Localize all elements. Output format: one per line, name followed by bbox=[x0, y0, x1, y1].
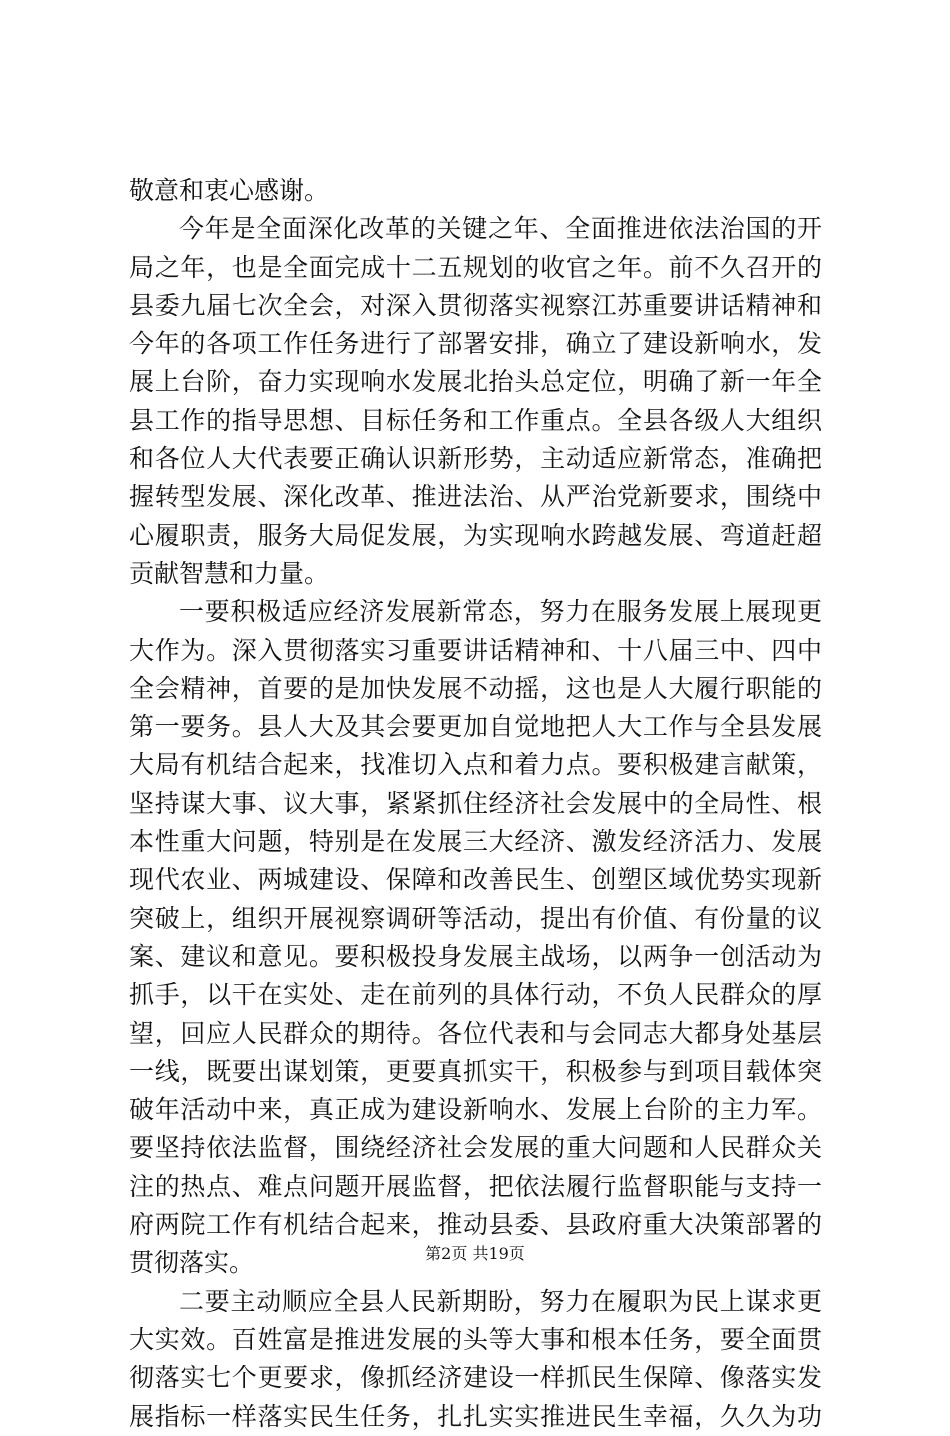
text-line: 现代农业、两城建设、保障和改善民生、创塑区域优势实现新 bbox=[129, 865, 822, 895]
text-line: 抓手，以干在实处、走在前列的具体行动，不负人民群众的厚 bbox=[129, 980, 822, 1010]
text-line: 今年的各项工作任务进行了部署安排，确立了建设新响水，发 bbox=[129, 329, 822, 359]
text-line: 局之年，也是全面完成十二五规划的收官之年。前不久召开的 bbox=[129, 252, 822, 282]
text-line: 要坚持依法监督，围绕经济社会发展的重大问题和人民群众关 bbox=[129, 1133, 822, 1163]
text-line: 本性重大问题，特别是在发展三大经济、激发经济活力、发展 bbox=[129, 827, 822, 857]
text-line: 府两院工作有机结合起来，推动县委、县政府重大决策部署的 bbox=[129, 1210, 822, 1240]
text-line: 今年是全面深化改革的关键之年、全面推进依法治国的开 bbox=[179, 214, 822, 244]
text-line: 二要主动顺应全县人民新期盼，努力在履职为民上谋求更 bbox=[179, 1286, 822, 1316]
text-line: 一要积极适应经济发展新常态，努力在服务发展上展现更 bbox=[179, 597, 822, 627]
text-line: 大局有机结合起来，找准切入点和着力点。要积极建言献策， bbox=[129, 750, 822, 780]
text-line: 一线，既要出谋划策，更要真抓实干，积极参与到项目载体突 bbox=[129, 1056, 822, 1086]
text-line: 展指标一样落实民生任务，扎扎实实推进民生幸福，久久为功 bbox=[129, 1401, 822, 1431]
text-line: 全会精神，首要的是加快发展不动摇，这也是人大履行职能的 bbox=[129, 673, 822, 703]
text-line: 第一要务。县人大及其会要更加自觉地把人大工作与全县发展 bbox=[129, 712, 822, 742]
text-line: 望，回应人民群众的期待。各位代表和与会同志大都身处基层 bbox=[129, 1018, 822, 1048]
text-line: 县委九届七次全会，对深入贯彻落实视察江苏重要讲话精神和 bbox=[129, 290, 822, 320]
text-line: 心履职责，服务大局促发展，为实现响水跨越发展、弯道赶超 bbox=[129, 520, 822, 550]
text-line: 贯彻落实。 bbox=[129, 1248, 255, 1278]
text-line: 县工作的指导思想、目标任务和工作重点。全县各级人大组织 bbox=[129, 405, 822, 435]
text-line: 和各位人大代表要正确认识新形势，主动适应新常态，准确把 bbox=[129, 444, 822, 474]
text-line: 贡献智慧和力量。 bbox=[129, 558, 330, 588]
text-line: 彻落实七个更要求，像抓经济建设一样抓民生保障、像落实发 bbox=[129, 1363, 822, 1393]
text-line: 突破上，组织开展视察调研等活动，提出有价值、有份量的议 bbox=[129, 903, 822, 933]
text-line: 大作为。深入贯彻落实习重要讲话精神和、十八届三中、四中 bbox=[129, 635, 822, 665]
text-line: 案、建议和意见。要积极投身发展主战场，以两争一创活动为 bbox=[129, 941, 822, 971]
text-line: 大实效。百姓富是推进发展的头等大事和根本任务，要全面贯 bbox=[129, 1324, 822, 1354]
text-line: 破年活动中来，真正成为建设新响水、发展上台阶的主力军。 bbox=[129, 1095, 822, 1125]
text-line: 展上台阶，奋力实现响水发展北抬头总定位，明确了新一年全 bbox=[129, 367, 822, 397]
text-line: 坚持谋大事、议大事，紧紧抓住经济社会发展中的全局性、根 bbox=[129, 788, 822, 818]
text-line: 敬意和衷心感谢。 bbox=[129, 176, 330, 205]
text-line: 握转型发展、深化改革、推进法治、从严治党新要求，围绕中 bbox=[129, 482, 822, 512]
page-footer: 第2页 共19页 bbox=[425, 1244, 525, 1263]
text-line: 注的热点、难点问题开展监督，把依法履行监督职能与支持一 bbox=[129, 1171, 822, 1201]
